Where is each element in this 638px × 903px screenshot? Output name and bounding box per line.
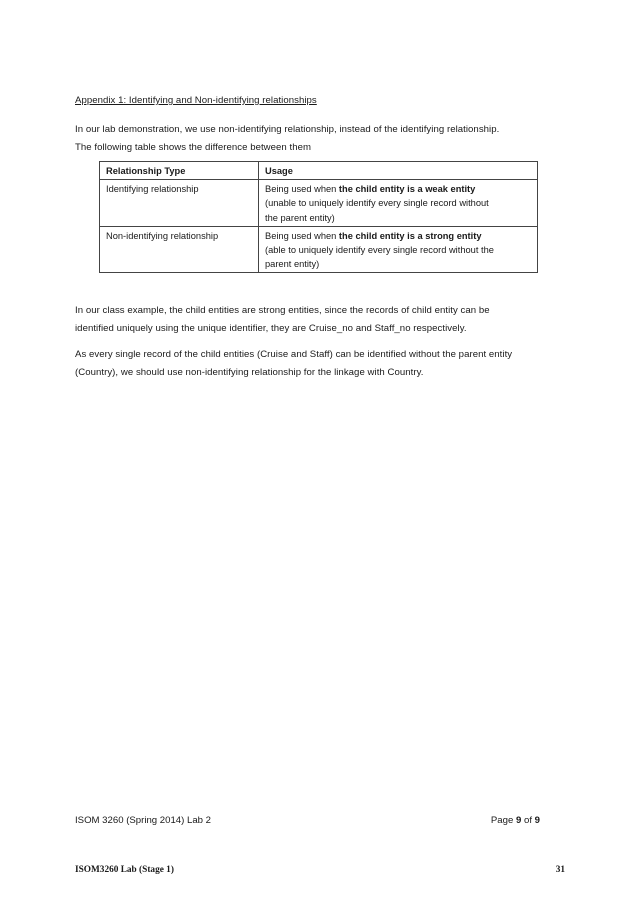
row-type-cell: Non-identifying relationship [100, 226, 259, 273]
footer-course-label: ISOM 3260 (Spring 2014) Lab 2 [75, 815, 211, 826]
usage-prefix: Being used when [265, 230, 339, 241]
header-type-line-1: Relationship [106, 166, 162, 176]
page-prefix: Page [490, 815, 516, 826]
row-usage-cell [259, 180, 538, 227]
relationship-table [99, 161, 538, 273]
usage-line-2: (unable to uniquely identify every single record without [265, 198, 489, 209]
running-footer-title: ISOM3260 Lab (Stage 1) [75, 865, 174, 875]
header-relationship-type [100, 162, 259, 180]
page-total: 9 [534, 815, 540, 826]
header-type-line-2: Type [164, 166, 186, 176]
usage-line-2: (able to uniquely identify every single record without the [265, 245, 494, 256]
usage-line-3: parent entity) [265, 259, 320, 270]
appendix-heading: Appendix 1: Identifying and Non-identifying relationships [75, 95, 317, 106]
running-footer-page-number: 31 [555, 865, 565, 875]
class-example-paragraph [75, 302, 565, 337]
footer-page-indicator [491, 815, 540, 826]
conclusion-line-2: (Country), we should use non-identifying relationship for the linkage with Country. [75, 366, 424, 378]
usage-line-3: the parent entity) [265, 212, 335, 223]
usage-line-1 [265, 182, 531, 196]
page-of: of [521, 815, 535, 826]
usage-emphasis: the child entity is a weak entity [338, 184, 476, 195]
conclusion-line-1: As every single record of the child entities (Cruise and Staff) can be identified without the parent entity [75, 349, 513, 360]
intro-paragraph [75, 121, 565, 156]
table-header-row [100, 162, 538, 180]
usage-prefix: Being used when [265, 184, 339, 195]
table-row [100, 226, 538, 273]
header-usage: Usage [259, 162, 538, 180]
row-usage-cell [259, 226, 538, 273]
intro-line-1: In our lab demonstration, we use non-identifying relationship, instead of the identifying relationship. [75, 124, 500, 135]
usage-line-1 [265, 229, 531, 243]
page-current: 9 [515, 815, 522, 826]
intro-line-2: The following table shows the difference between them [75, 141, 312, 153]
class-example-line-2: identified uniquely using the unique identifier, they are Cruise_no and Staff_no respectively. [75, 322, 467, 334]
class-example-line-1: In our class example, the child entities are strong entities, since the records of child entity can be [75, 305, 490, 316]
row-type-cell: Identifying relationship [100, 180, 259, 227]
usage-emphasis: the child entity is a strong entity [338, 230, 482, 241]
conclusion-paragraph [75, 346, 565, 381]
table-row [100, 180, 538, 227]
